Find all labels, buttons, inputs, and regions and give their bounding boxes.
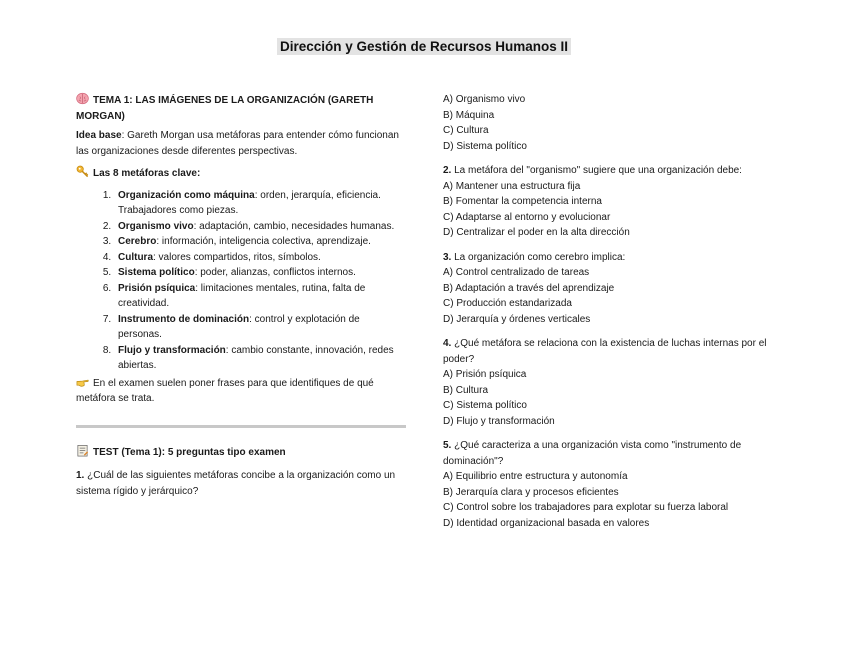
- metafora-name: Instrumento de dominación: [118, 313, 250, 325]
- metafora-name: Organización como máquina: [118, 189, 255, 201]
- question-stem: [443, 163, 783, 179]
- metafora-desc: : limitaciones mentales, rutina, falta de creatividad.: [118, 282, 366, 309]
- test-heading: [76, 444, 406, 461]
- metafora-desc: : control y explotación de personas.: [118, 313, 360, 340]
- section-divider: [76, 425, 406, 428]
- question-text: La organización como cerebro implica:: [451, 251, 626, 263]
- memo-icon: [76, 444, 89, 457]
- answer-option: C) Control sobre los trabajadores para explotar su fuerza laboral: [443, 502, 729, 513]
- question-stem: [443, 250, 783, 266]
- answer-option: A) Mantener una estructura fija: [443, 180, 581, 192]
- question-text: ¿Qué metáfora se relaciona con la existencia de luchas internas por el poder?: [443, 338, 767, 365]
- metafora-name: Cerebro: [118, 236, 157, 247]
- question-number: 3.: [443, 251, 452, 263]
- question-stem: [443, 336, 783, 367]
- question-5: [443, 438, 783, 531]
- metafora-desc: : cambio constante, innovación, redes abiertas.: [118, 344, 394, 371]
- metaforas-heading: [76, 165, 406, 182]
- answer-option: C) Cultura: [443, 125, 489, 136]
- question-text: ¿Cuál de las siguientes metáforas concibe a la organización como un sistema rígido y jerárquico?: [76, 470, 396, 497]
- question-1-text: [76, 468, 406, 499]
- list-item: [114, 188, 406, 219]
- metafora-desc: : valores compartidos, ritos, símbolos.: [153, 251, 321, 263]
- left-column: [76, 92, 406, 505]
- idea-label: Idea base: [76, 130, 122, 141]
- title-wrap: [0, 38, 848, 56]
- answer-option: B) Máquina: [443, 109, 495, 121]
- exam-note: [76, 375, 406, 407]
- answer-option: D) Sistema político: [443, 140, 527, 152]
- question-number: 2.: [443, 165, 452, 176]
- metafora-name: Prisión psíquica: [118, 282, 196, 294]
- metafora-name: Cultura: [118, 251, 153, 263]
- answer-option: B) Adaptación a través del aprendizaje: [443, 282, 615, 294]
- answer-option: D) Flujo y transformación: [443, 415, 555, 427]
- key-icon: [76, 165, 89, 178]
- metafora-desc: : poder, alianzas, conflictos internos.: [194, 267, 356, 278]
- question-1-options: [443, 92, 783, 154]
- answer-option: D) Centralizar el poder en la alta dirección: [443, 227, 630, 238]
- metafora-name: Sistema político: [118, 267, 195, 278]
- metafora-desc: : información, inteligencia colectiva, aprendizaje.: [156, 236, 371, 247]
- list-item: [114, 250, 406, 266]
- brain-icon: [76, 92, 89, 105]
- answer-option: A) Equilibrio entre estructura y autonomía: [443, 471, 628, 482]
- exam-note-text: En el examen suelen poner frases para que identifiques de qué metáfora se trata.: [76, 377, 374, 404]
- document-title: Dirección y Gestión de Recursos Humanos II: [277, 38, 571, 55]
- question-2: [443, 163, 783, 241]
- answer-option: C) Adaptarse al entorno y evolucionar: [443, 211, 611, 223]
- metafora-desc: : adaptación, cambio, necesidades humanas.: [193, 220, 395, 232]
- answer-option: C) Producción estandarizada: [443, 298, 572, 309]
- question-number: 1.: [76, 470, 85, 481]
- idea-text: : Gareth Morgan usa metáforas para entender cómo funcionan las organizaciones desde diferentes perspectivas.: [76, 130, 399, 157]
- question-text: La metáfora del "organismo" sugiere que una organización debe:: [451, 165, 742, 176]
- question-number: 4.: [443, 338, 452, 349]
- answer-option: C) Sistema político: [443, 400, 527, 411]
- list-item: [114, 265, 406, 281]
- test-heading-text: TEST (Tema 1): 5 preguntas tipo examen: [93, 446, 286, 458]
- question-stem: [443, 438, 783, 469]
- list-item: [114, 312, 406, 343]
- tema-heading-text: TEMA 1: LAS IMÁGENES DE LA ORGANIZACIÓN (GARETH MORGAN): [76, 95, 374, 122]
- answer-option: A) Prisión psíquica: [443, 369, 527, 380]
- right-column: [443, 92, 783, 540]
- metaforas-list: [76, 188, 406, 374]
- answer-option: A) Organismo vivo: [443, 94, 526, 105]
- answer-option: D) Jerarquía y órdenes verticales: [443, 313, 591, 325]
- question-text: ¿Qué caracteriza a una organización vista como "instrumento de dominación"?: [443, 440, 742, 467]
- pointing-hand-icon: [76, 375, 89, 388]
- question-number: 5.: [443, 440, 452, 451]
- question-3: [443, 250, 783, 328]
- list-item: [114, 234, 406, 250]
- metaforas-heading-text: Las 8 metáforas clave:: [93, 168, 201, 179]
- metafora-desc: : orden, jerarquía, eficiencia. Trabajadores como piezas.: [118, 189, 381, 216]
- answer-option: D) Identidad organizacional basada en valores: [443, 517, 650, 529]
- list-item: [114, 281, 406, 312]
- idea-paragraph: [76, 128, 406, 159]
- list-item: [114, 219, 406, 235]
- question-4: [443, 336, 783, 429]
- list-item: [114, 343, 406, 374]
- answer-option: A) Control centralizado de tareas: [443, 267, 590, 278]
- tema-heading: [76, 92, 406, 124]
- answer-option: B) Jerarquía clara y procesos eficientes: [443, 486, 619, 498]
- answer-option: B) Fomentar la competencia interna: [443, 196, 602, 207]
- answer-option: B) Cultura: [443, 384, 489, 396]
- metafora-name: Flujo y transformación: [118, 344, 226, 356]
- metafora-name: Organismo vivo: [118, 220, 194, 232]
